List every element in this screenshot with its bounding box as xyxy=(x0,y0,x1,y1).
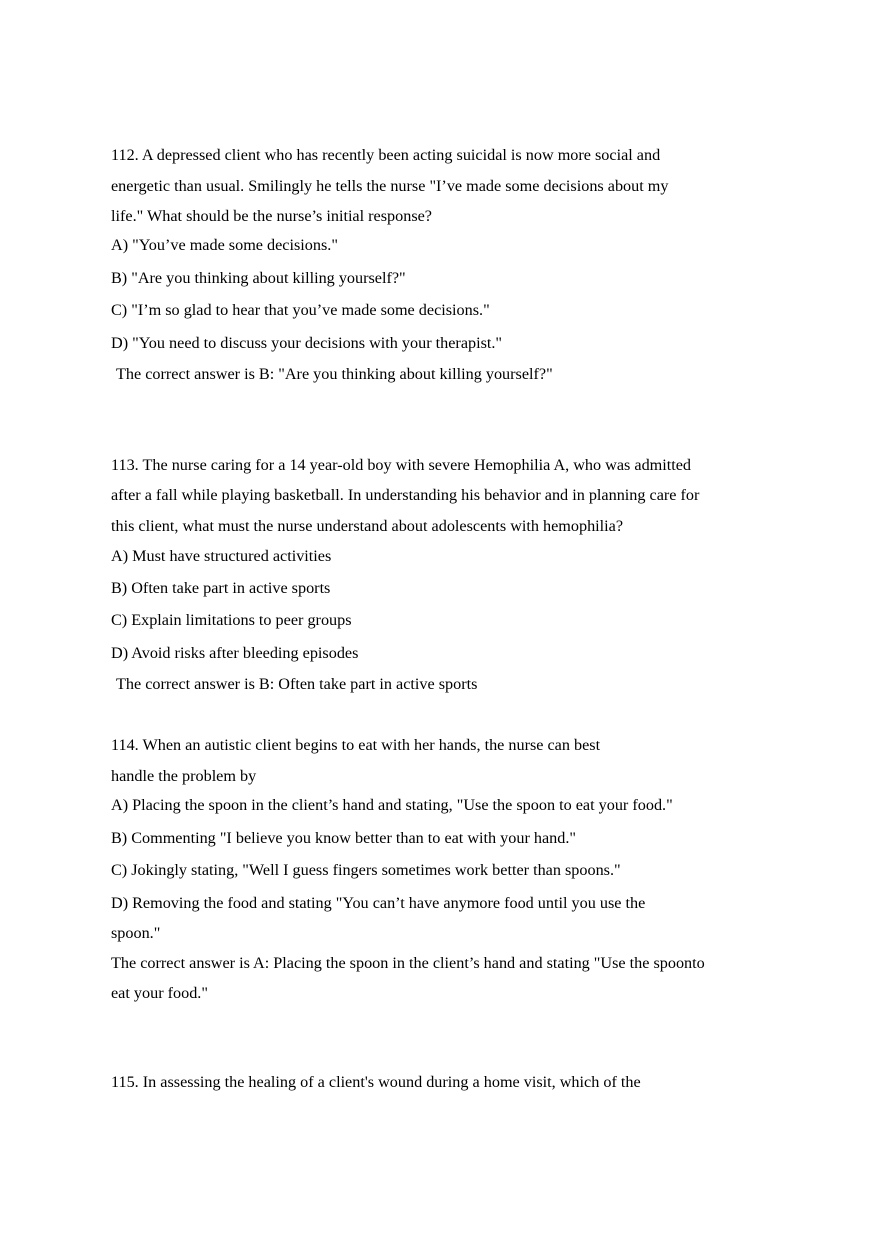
option-b: B) Commenting "I believe you know better than to eat with your hand." xyxy=(111,829,577,847)
option-d-continued: spoon." xyxy=(111,924,161,942)
option-b: B) "Are you thinking about killing yourself?" xyxy=(111,269,406,287)
option-c: C) Jokingly stating, "Well I guess fingers sometimes work better than spoons." xyxy=(111,861,621,879)
question-stem-line: 115. In assessing the healing of a client's wound during a home visit, which of the xyxy=(111,1073,641,1091)
correct-answer: The correct answer is B: Often take part in active sports xyxy=(116,675,478,693)
option-b: B) Often take part in active sports xyxy=(111,579,331,597)
question-stem-line: this client, what must the nurse understand about adolescents with hemophilia? xyxy=(111,517,624,535)
question-stem-line: life." What should be the nurse’s initial response? xyxy=(111,207,432,225)
option-a: A) Placing the spoon in the client’s hand and stating, "Use the spoon to eat your food." xyxy=(111,796,673,814)
question-stem-line: 112. A depressed client who has recently been acting suicidal is now more social and xyxy=(111,146,661,164)
option-d: D) "You need to discuss your decisions with your therapist." xyxy=(111,334,503,352)
question-stem-line: 113. The nurse caring for a 14 year-old boy with severe Hemophilia A, who was admitted xyxy=(111,456,692,474)
option-a: A) Must have structured activities xyxy=(111,547,332,565)
option-d: D) Removing the food and stating "You can’t have anymore food until you use the xyxy=(111,894,646,912)
question-stem-line: after a fall while playing basketball. In understanding his behavior and in planning care for xyxy=(111,486,700,504)
correct-answer: The correct answer is B: "Are you thinking about killing yourself?" xyxy=(116,365,553,383)
option-a: A) "You’ve made some decisions." xyxy=(111,236,338,254)
option-c: C) Explain limitations to peer groups xyxy=(111,611,352,629)
correct-answer-continued: eat your food." xyxy=(111,984,208,1002)
correct-answer: The correct answer is A: Placing the spoon in the client’s hand and stating "Use the spoonto xyxy=(111,954,705,972)
option-c: C) "I’m so glad to hear that you’ve made some decisions." xyxy=(111,301,490,319)
question-stem-line: handle the problem by xyxy=(111,767,257,785)
question-stem-line: 114. When an autistic client begins to eat with her hands, the nurse can best xyxy=(111,736,601,754)
option-d: D) Avoid risks after bleeding episodes xyxy=(111,644,359,662)
question-stem-line: energetic than usual. Smilingly he tells the nurse "I’ve made some decisions about my xyxy=(111,177,669,195)
